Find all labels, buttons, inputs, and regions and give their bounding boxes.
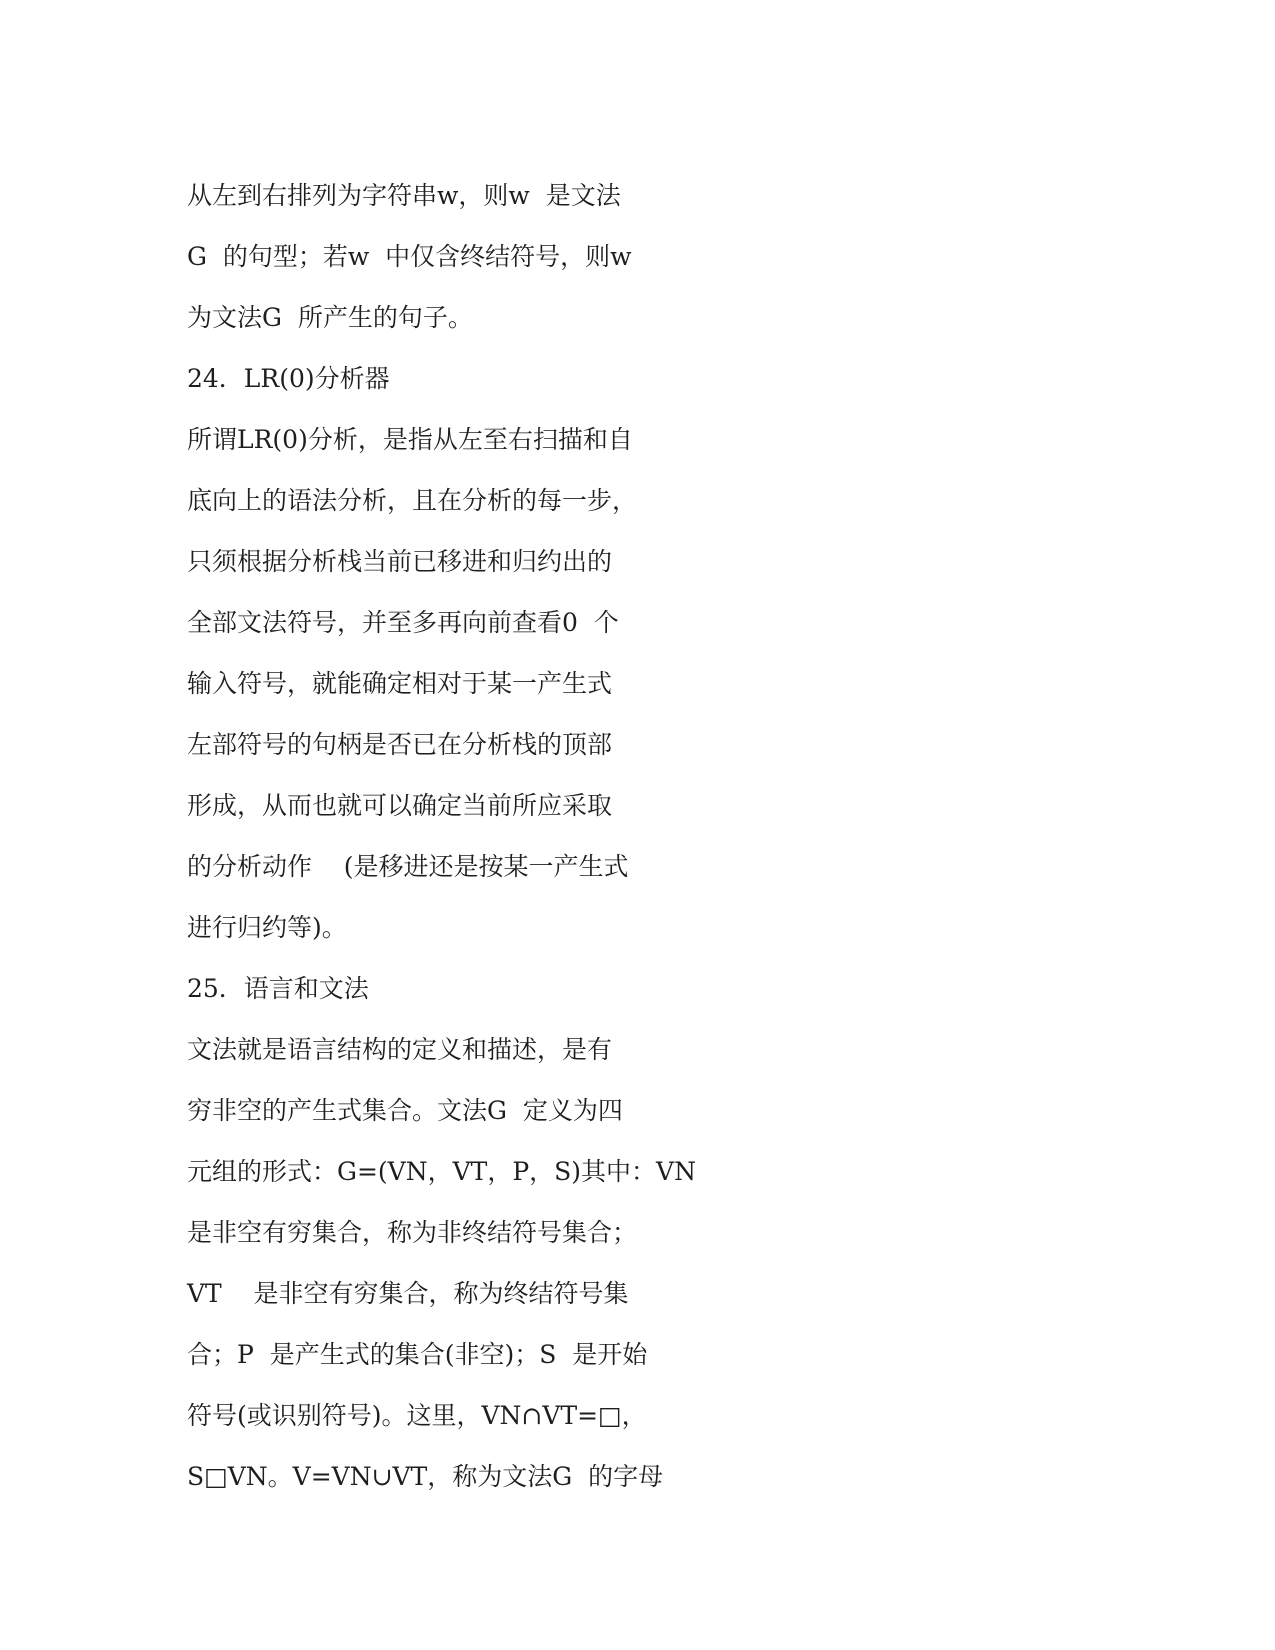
text-line: 底向上的语法分析，且在分析的每一步， — [187, 486, 638, 515]
text-line: 只须根据分析栈当前已移进和归约出的 — [187, 547, 613, 576]
text-line: 为文法G 所产生的句子。 — [187, 303, 473, 332]
text-line: G 的句型；若w 中仅含终结符号，则w — [187, 242, 632, 271]
section-heading-24: 24．LR(0)分析器 — [187, 364, 390, 393]
text-line: 文法就是语言结构的定义和描述，是有 — [187, 1035, 613, 1064]
section-heading-25: 25．语言和文法 — [187, 974, 369, 1003]
text-line: 从左到右排列为字符串w，则w 是文法 — [187, 181, 621, 210]
text-line: 左部符号的句柄是否已在分析栈的顶部 — [187, 730, 613, 759]
text-line: VT 是非空有穷集合，称为终结符号集 — [187, 1279, 629, 1308]
text-line: 输入符号，就能确定相对于某一产生式 — [187, 669, 613, 698]
text-line: 全部文法符号，并至多再向前查看0 个 — [187, 608, 619, 637]
text-line: 合；P 是产生式的集合(非空)；S 是开始 — [187, 1340, 648, 1369]
text-line: 形成，从而也就可以确定当前所应采取 — [187, 791, 613, 820]
text-line: 穷非空的产生式集合。文法G 定义为四 — [187, 1096, 623, 1125]
text-column — [187, 165, 707, 1507]
text-line: 符号(或识别符号)。这里，VN∩VT=□， — [187, 1401, 647, 1430]
text-line: 元组的形式：G=(VN，VT，P，S)其中：VN — [187, 1157, 696, 1186]
text-line: 所谓LR(0)分析，是指从左至右扫描和自 — [187, 425, 633, 454]
text-line: 是非空有穷集合，称为非终结符号集合； — [187, 1218, 638, 1247]
text-line: S□VN。V=VN∪VT，称为文法G 的字母 — [187, 1462, 664, 1491]
text-line: 的分析动作 (是移进还是按某一产生式 — [187, 852, 629, 881]
text-line: 进行归约等)。 — [187, 913, 347, 942]
